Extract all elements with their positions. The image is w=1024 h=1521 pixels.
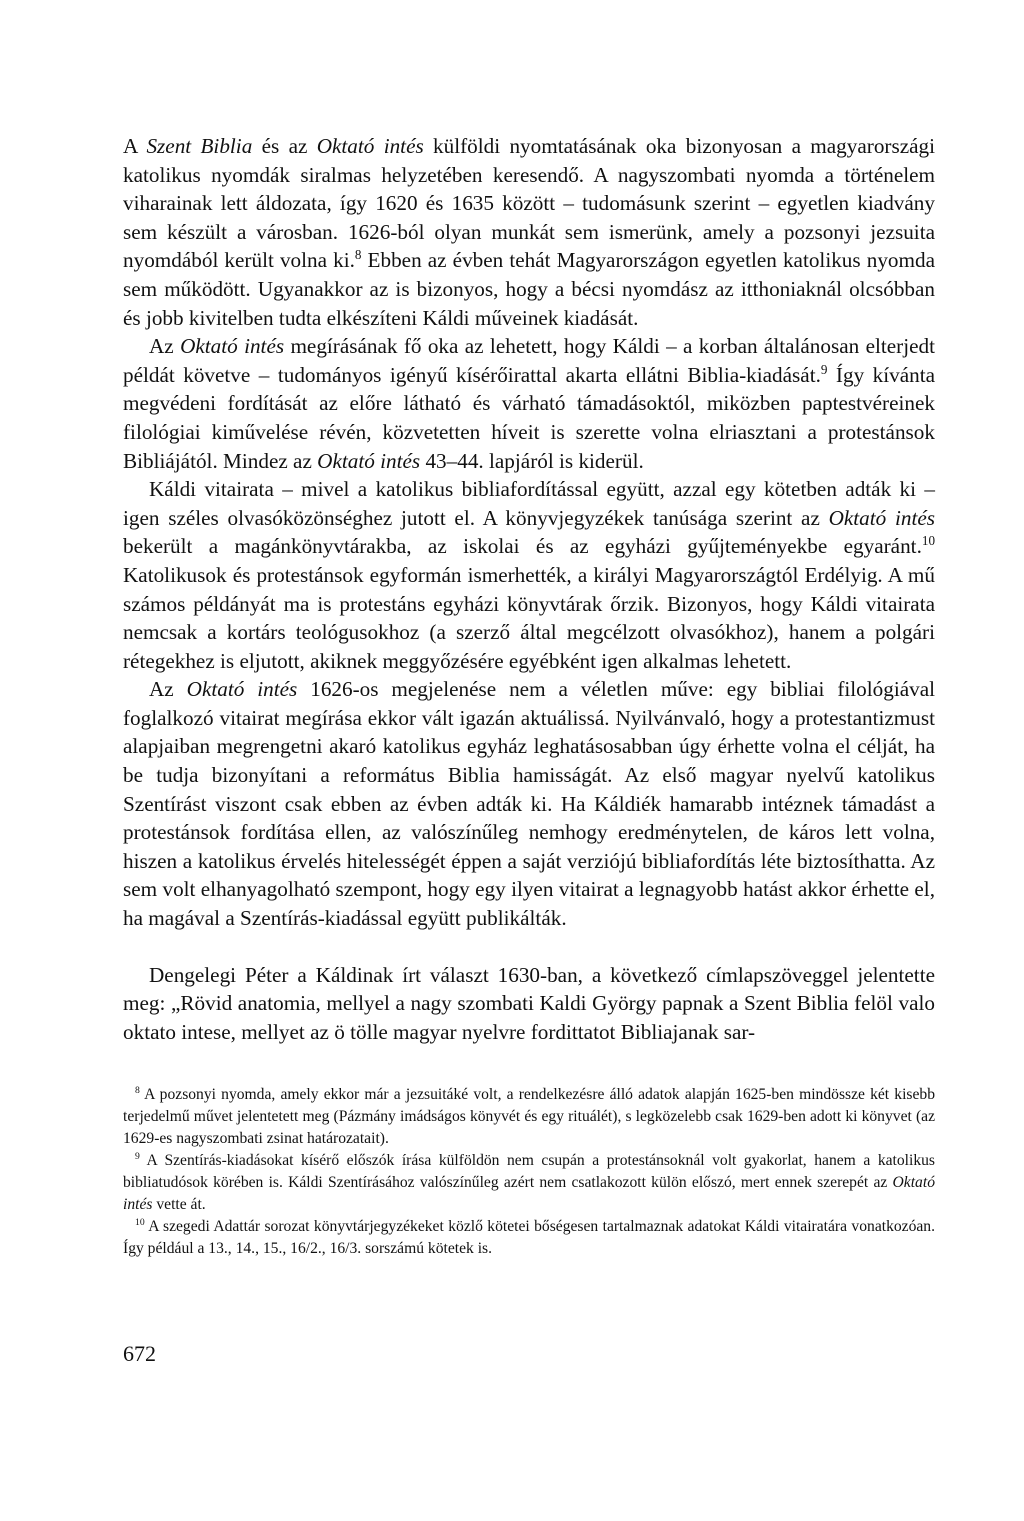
text-run: Az [149, 677, 187, 702]
italic-title: Oktató intés [123, 1174, 935, 1214]
text-run: Katolikusok és protestánsok egyformán ismerhették, a királyi Magyarországtól Erdélyig. A mű számos példányát ma is protestáns egyházi könyvtárak őrzik. Bizonyos, hogy Káldi vitairata nemcsak a kortárs teológusokhoz (a szerző által megcélzott olvasókhoz), hanem a polgári rétegekhez is eljutott, akiknek meggyőzésére egyébként igen alkalmas lehetett. [123, 562, 935, 673]
footnote-number: 8 [135, 1085, 140, 1097]
paragraph-5 [123, 961, 935, 1047]
italic-title: Oktató intés [186, 677, 298, 702]
text-run: Az [149, 334, 181, 359]
text-run: vette át. [152, 1196, 206, 1214]
text-run: A Szentírás-kiadásokat kísérő előszók írása külföldön nem csupán a protestánsoknál volt gyakorlat, hanem a katolikus bibliatudósok körében is. Káldi Szentírásához valószínűleg azért nem csatlakozott külön előszó, mert ennek szerepét az [123, 1152, 935, 1192]
paragraph-2 [123, 332, 935, 475]
text-run: megírásának fő oka az lehetett, hogy Káldi – a korban általánosan elterjedt példát követve – tudományos igényű kísérőirattal akarta ellátni Biblia-kiadását. [123, 334, 935, 387]
footnote-reference: 10 [921, 533, 935, 549]
text-run: 43–44. lapjáról is kiderül. [420, 448, 644, 473]
text-run: bekerült a magánkönyvtárakba, az iskolai és az egyházi gyűjteményekbe egyaránt. [123, 534, 922, 559]
text-run: 1626-os megjelenése nem a véletlen műve: egy bibliai filológiával foglalkozó vitairat megírása ekkor vált igazán aktuálissá. Nyilvánvaló, hogy a protestantizmust alapjaiban megrengetni akaró katolikus egyház leghatásosabban úgy érhette volna el célját, ha be tudja bizonyítani a református Biblia hamisságát. Az első magyar nyelvű katolikus Szentírást viszont csak ebben az évben adták ki. Ha Káldiék hamarabb intéznek támadást a protestánsok fordítása ellen, az valószínűleg nemhogy eredménytelen, de káros lett volna, hiszen a katolikus érvelés hitelességét éppen a saját verziójú bibliafordítás léte biztosíthatta. Az sem volt elhanyagolható szempont, hogy egy ilyen vitairat a legnagyobb hatást akkor érhette el, ha magával a Szentírás-kiadással együtt publikálták. [123, 677, 935, 931]
text-run: Ebben az évben tehát Magyarországon egyetlen katolikus nyomda sem működött. Ugyanakkor az is bizonyos, hogy a bécsi nyomdász az itthoniaknál olcsóbban és jobb kivitelben tudta elkészíteni Káldi műveinek kiadását. [123, 248, 935, 330]
footnote-text [123, 1218, 935, 1257]
text-run: és az [252, 134, 317, 158]
page-body [123, 132, 935, 1260]
paragraph-1 [123, 132, 935, 332]
text-run: A szegedi Adattár sorozat könyvtárjegyzékeket közlő kötetei bőségesen tartalmaznak adatokat Káldi vitairatára vonatkozóan. Így például a 13., 14., 15., 16/2., 16/3. sorszámú kötetek is. [123, 1218, 935, 1258]
italic-title: Oktató intés [828, 505, 935, 530]
footnote-number: 9 [135, 1151, 140, 1163]
footnote-text [123, 1152, 935, 1213]
footnote-reference: 8 [354, 247, 362, 263]
italic-title: Oktató intés [317, 448, 421, 473]
italic-title: Oktató intés [316, 134, 424, 158]
footnote-10 [123, 1216, 935, 1260]
footnote-9 [123, 1150, 935, 1216]
italic-title: Oktató intés [180, 334, 285, 359]
text-run: Így kívánta megvédeni fordítását az előre látható és várható támadásoktól, miközben paptestvéreinek filológiai kiművelése révén, közvetetten híveit is szerette volna elriasztani a protestánsok Bibliájától. Mindez az [123, 362, 935, 473]
text-run: Káldi vitairata – mivel a katolikus bibliafordítással együtt, azzal egy kötetben adták ki – igen széles olvasóközönséghez jutott el. A könyvjegyzékek tanúsága szerint az [123, 477, 935, 530]
text-run: A pozsonyi nyomda, amely ekkor már a jezsuitáké volt, a rendelkezésre álló adatok alapján 1625-ben mindössze két kisebb terjedelmű művet jelentetett meg (Pázmány imádságos könyvét és egy rituálét), s legközelebb csak 1629-ben adott ki könyvet (az 1629-es nagyszombati zsinat határozatait). [123, 1086, 935, 1148]
footnote-8 [123, 1084, 935, 1150]
italic-title: Szent Biblia [146, 134, 253, 158]
footnotes [123, 1084, 935, 1260]
paragraph-3 [123, 475, 935, 675]
footnote-text [123, 1086, 935, 1147]
body-text [123, 132, 935, 1046]
text-run: Dengelegi Péter a Káldinak írt választ 1630-ban, a következő címlapszöveggel jelentette meg: „Rövid anatomia, mellyel a nagy szombati Kaldi György papnak a Szent Biblia felöl valo oktato intese, mellyet az ö tölle magyar nyelvre fordittatot Bibliajanak sar- [123, 962, 935, 1044]
text-run: A [123, 134, 147, 158]
page-number: 672 [123, 1341, 156, 1366]
paragraph-4 [123, 675, 935, 932]
text-run: külföldi nyomtatásának oka bizonyosan a magyarországi katolikus nyomdák siralmas helyzetében keresendő. A nagyszombati nyomda a történelem viharainak lett áldozata, így 1620 és 1635 között – tudomásunk szerint – egyetlen kiadvány sem készült a városban. 1626-ból olyan munkát sem ismerünk, amely a pozsonyi jezsuita nyomdából került volna ki. [123, 134, 936, 273]
footnote-reference: 9 [820, 361, 828, 377]
footnote-number: 10 [135, 1217, 145, 1229]
